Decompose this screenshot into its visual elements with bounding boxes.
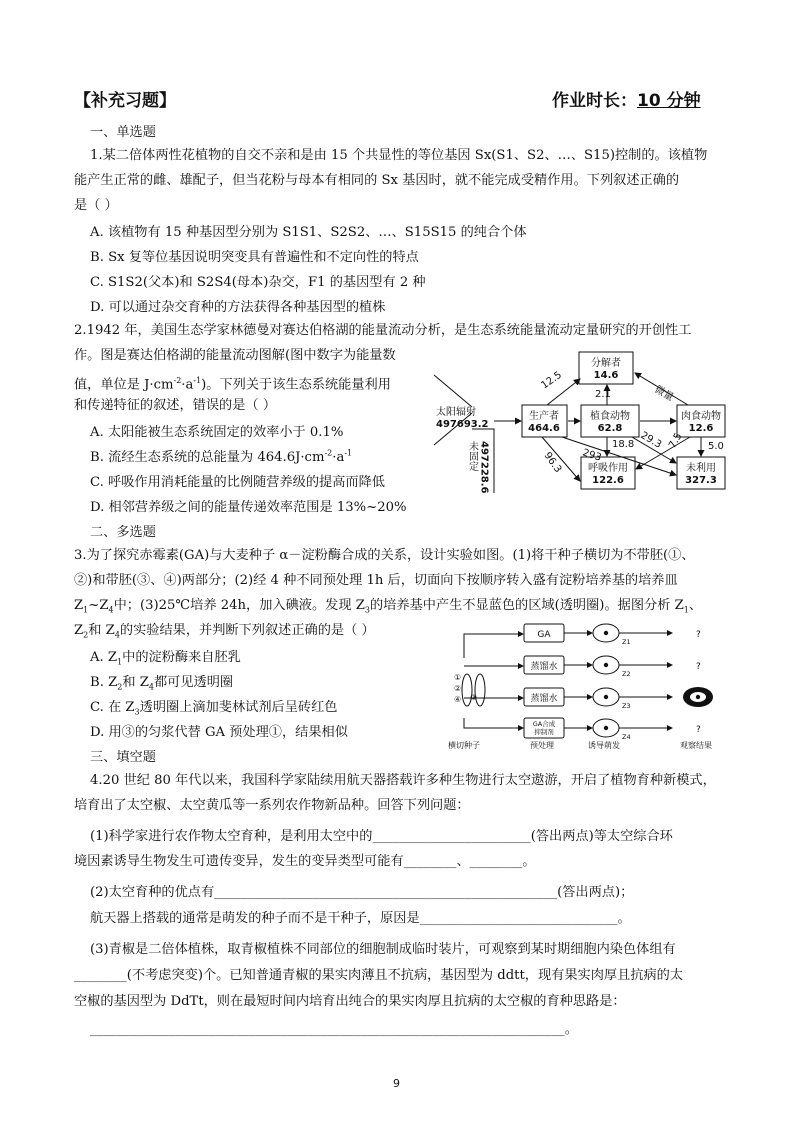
q4-part3-line2 [74, 966, 683, 985]
q4-line2: 培育出了太空椒、太空黄瓜等一系列农作物新品种。回答下列问题： [74, 798, 470, 813]
q4-line1: 4.20 世纪 80 年代以来，我国科学家陆续用航天器搭载许多种生物进行太空遨游，开启了植物育种新模式， [90, 773, 716, 788]
q3-line3 [74, 596, 702, 620]
seed-mark-3: ③ [470, 693, 478, 702]
answer-blank-reason[interactable]: ______________________________ [419, 911, 618, 926]
dish-label-z3: Z3 [622, 702, 631, 710]
sub: 1 [683, 605, 689, 615]
answer-blank-variation-1[interactable]: ________ [403, 854, 457, 869]
q4-part3-line3: 空椒的基因型为 DdTt，则在最短时间内培育出纯合的果实肉厚且抗病的太空椒的育种思路是： [74, 994, 626, 1009]
q2-line1: 2.1942 年，美国生态学家林德曼对赛达伯格湖的能量流动分析，是生态系统能量流动定量研究的开创性工 [74, 323, 692, 338]
q2-option-d: D. 相邻营养级之间的能量传递效率范围是 13%~20% [90, 500, 407, 515]
q2-option-c: C. 呼吸作用消耗能量的比例随营养级的提高而降低 [90, 475, 385, 490]
t: 的实验结果，并判断下列叙述正确的是（ ） [119, 623, 375, 638]
t: 透明圈上滴加斐林试剂后呈砖红色 [139, 700, 338, 715]
flow-12-5: 12.5 [539, 369, 564, 392]
t: 。 [617, 911, 631, 926]
dish-label-z1: Z1 [622, 638, 631, 646]
t: 航天器上搭载的通常是萌发的种子而不是干种子，原因是 [90, 911, 420, 926]
sub: 2 [83, 630, 89, 640]
t: B. Z [90, 675, 118, 690]
caption-pretreat: 预处理 [530, 741, 554, 750]
answer-blank-variation-2[interactable]: ________ [469, 854, 523, 869]
t: 境因素诱导生物发生可遗传变异，发生的变异类型可能有 [74, 854, 404, 869]
t: (答出两点)； [557, 885, 634, 900]
producer-label: 生产者 [529, 411, 559, 422]
t: 都可见透明圈 [153, 675, 234, 690]
sup: -2 [324, 448, 333, 458]
t: (1)科学家进行农作物太空育种，是利用太空中的 [90, 829, 373, 844]
t: 。 [522, 854, 536, 869]
q4-part2-line2 [90, 909, 631, 928]
herbivore-value: 62.8 [597, 423, 623, 434]
flow-7-5: 7.5 [667, 431, 685, 451]
q2-line3-c: )。下列关于该生态系统能量利用 [201, 377, 391, 393]
caption-induce: 诱导萌发 [588, 741, 620, 750]
sup: -1 [193, 376, 202, 385]
t: 。 [564, 1022, 578, 1037]
t: 、 [456, 854, 470, 869]
q4-part2-line1 [90, 883, 633, 902]
t: 和 Z [122, 675, 149, 690]
t: 和 Z [88, 623, 115, 638]
t: C. 在 Z [90, 700, 135, 715]
sub: 4 [114, 630, 120, 640]
section-multiple-choice: 二、多选题 [90, 525, 156, 540]
t: (答出两点)等太空综合环 [530, 829, 673, 844]
sub: 4 [108, 605, 114, 615]
unused-label: 未利用 [686, 463, 716, 474]
sub: 4 [148, 682, 154, 692]
sun-value: 497693.2 [436, 419, 489, 430]
seed-mark-4: ④ [454, 695, 462, 704]
experiment-diagram [448, 622, 734, 750]
homework-duration [552, 86, 701, 111]
answer-blank-factors[interactable]: ________________________ [372, 829, 531, 844]
sup: -2 [173, 376, 182, 385]
q1-option-c: C. S1S2(父本)和 S2S4(母本)杂交，F1 的基因型有 2 种 [90, 275, 426, 290]
flow-293: 293 [581, 447, 603, 464]
page-number: 9 [393, 1077, 400, 1090]
dish-label-z4: Z4 [622, 733, 631, 741]
respiration-value: 122.6 [592, 475, 624, 486]
sun-label: 太阳辐射 [436, 407, 476, 418]
t: A. Z [90, 650, 118, 665]
q1-option-b: B. Sx 复等位基因说明突变具有普遍性和不定向性的特点 [90, 250, 419, 265]
t: 、 [688, 598, 703, 613]
result-unknown-4: ? [696, 725, 701, 735]
flow-96-3: 96.3 [541, 450, 564, 475]
section-fill-blank: 三、填空题 [90, 750, 156, 765]
sub: 3 [134, 707, 140, 717]
dish-label-z2: Z2 [622, 670, 631, 678]
decomposer-label: 分解者 [591, 358, 621, 369]
flow-trace: 微量 [652, 384, 676, 404]
seed-mark-2: ② [454, 684, 462, 693]
q2-option-a: A. 太阳能被生态系统固定的效率小于 0.1% [90, 425, 344, 440]
herbivore-label: 植食动物 [590, 411, 630, 422]
unfixed-value: 497228.6 [478, 441, 490, 494]
result-unknown-1: ? [696, 630, 701, 640]
t: ~Z [88, 598, 109, 613]
sub: 3 [364, 605, 370, 615]
producer-value: 464.6 [528, 423, 560, 434]
t: 中的淀粉酶来自胚乳 [122, 650, 241, 665]
sub: 1 [83, 605, 89, 615]
flow-29-3: 29.3 [638, 430, 664, 451]
q4-part3-line1: (3)青椒是二倍体植株，取青椒植株不同部位的细胞制成临时装片，可观察到某时期细胞内染色体组有 [90, 942, 676, 957]
q4-part1-line2 [74, 852, 536, 871]
section-single-choice: 一、单选题 [90, 125, 156, 140]
q2-line3-a: 值，单位是 J·cm [74, 377, 174, 393]
unused-value: 327.3 [685, 475, 717, 486]
q2-line2: 作。图是赛达伯格湖的能量流动图解(图中数字为能量数 [74, 348, 396, 363]
caption-seed: 横切种子 [448, 741, 480, 750]
q1-option-a: A. 该植物有 15 种基因型分别为 S1S1、S2S2、…、S15S15 的纯合个体 [90, 225, 527, 240]
q3-line4 [74, 621, 375, 645]
sub: 1 [117, 657, 123, 667]
t: (不考虑突变)个。已知普通青椒的果实肉薄且不抗病，基因型为 ddtt，现有果实肉厚且抗病的太 [126, 968, 684, 983]
answer-blank-breeding-plan[interactable]: ________________________________________________________________________ [90, 1022, 565, 1037]
gate-inhibitor-2: 抑制剂 [534, 728, 554, 736]
gate-water-1: 蒸馏水 [530, 662, 558, 672]
q1-line1: 1.某二倍体两性花植物的自交不亲和是由 15 个共显性的等位基因 Sx(S1、S2、…、S15)控制的。该植物 [90, 148, 708, 163]
t: 中；(3)25℃培养 24h，加入碘液。发现 Z [113, 598, 365, 613]
q3-option-c [90, 696, 337, 717]
q2-line3-b: ·a [181, 377, 194, 393]
gate-inhibitor-1: GA合成 [532, 720, 556, 728]
q1-line2: 能产生正常的雌、雄配子，但当花粉与母本有相同的 Sx 基因时，就不能完成受精作用。下列叙述正确的 [74, 173, 680, 188]
decomposer-value: 14.6 [593, 370, 619, 381]
answer-blank-advantages[interactable]: ____________________________________________________ [214, 885, 558, 900]
answer-blank-chromosome-sets[interactable]: ________ [74, 968, 127, 983]
sup: -1 [344, 448, 353, 458]
sub: 2 [117, 682, 123, 692]
q3-option-d: D. 用③的匀浆代替 GA 预处理①，结果相似 [90, 725, 348, 740]
duration-label: 作业时长： [552, 91, 637, 111]
t: Z [74, 598, 84, 613]
q2-line3 [74, 371, 391, 394]
flow-2-1: 2.1 [595, 389, 611, 400]
section-title: 【补充习题】 [74, 91, 176, 111]
carnivore-value: 12.6 [688, 423, 714, 434]
gate-ga: GA [537, 630, 551, 640]
t: (2)太空育种的优点有 [90, 885, 215, 900]
caption-observe: 观察结果 [680, 741, 712, 750]
unfixed-label: 未固定 [466, 441, 478, 471]
q3-option-b [90, 671, 233, 692]
q2-option-b-a: B. 流经生态系统的总能量为 464.6J·cm [90, 450, 325, 465]
q2-option-b [90, 446, 352, 465]
q3-line1: 3.为了探究赤霉素(GA)与大麦种子 α－淀粉酶合成的关系，设计实验如图。(1)将干种子横切为不带胚(①、 [74, 548, 695, 563]
q4-part3-line4 [90, 1020, 578, 1039]
result-unknown-2: ? [696, 662, 701, 672]
gate-water-2: 蒸馏水 [530, 694, 558, 704]
q4-part1-line1 [90, 827, 673, 846]
t: Z [74, 623, 84, 638]
q3-line2: ②)和带胚(③、④)两部分；(2)经 4 种不同预处理 1h 后，切面向下按顺序转入盛有淀粉培养基的培养皿 [74, 573, 678, 588]
t: 的培养基中产生不显蓝色的区域(透明圈)。据图分析 Z [369, 598, 684, 613]
q1-option-d: D. 可以通过杂交育种的方法获得各种基因型的植株 [90, 300, 386, 315]
respiration-label: 呼吸作用 [588, 463, 628, 474]
duration-value: 10 分钟 [637, 91, 701, 111]
q3-option-a [90, 646, 241, 667]
flow-18-8: 18.8 [612, 439, 635, 450]
carnivore-label: 肉食动物 [681, 411, 721, 422]
flow-5-0: 5.0 [708, 441, 724, 452]
seed-mark-1: ① [454, 673, 462, 682]
energy-flow-diagram [432, 345, 728, 495]
q2-line4: 和传递特征的叙述，错误的是（ ） [74, 398, 277, 413]
q1-line3: 是（ ） [74, 198, 118, 213]
q2-option-b-b: ·a [332, 450, 345, 465]
